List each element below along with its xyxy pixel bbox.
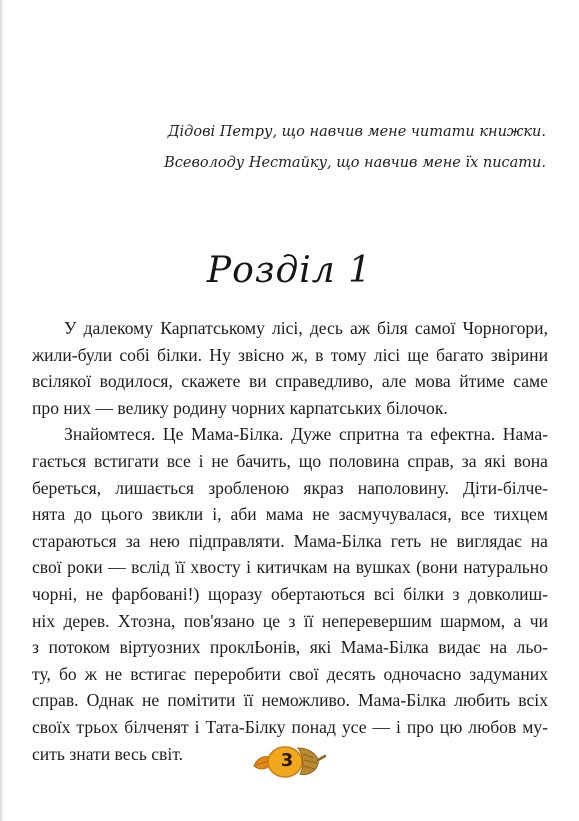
body-text	[32, 315, 548, 767]
text-line: ніх дерев. Хтозна, пов'язано це з її неперевершим шармом, а чи	[32, 610, 548, 631]
text-line: своїх трьох білченят і Тата-Білку понад усе — і про цю любов му-	[32, 716, 548, 737]
text-line: нята до цього звикли і, аби мама не засмучувалася, все тихцем	[32, 504, 548, 525]
text-line: стараються за нею підправляти. Мама-Білка геть не виглядає на	[32, 530, 548, 551]
page-edge-shadow	[0, 0, 4, 821]
text-line: береться, лишається зробленою якраз наполовину. Діти-білче-	[32, 477, 548, 498]
text-line: гається встигати все і не бачить, що половина справ, за які вона	[32, 450, 548, 471]
text-line: У далекому Карпатському лісі, десь аж біля самої Чорногори,	[64, 318, 548, 338]
text-line: Знайомтеся. Це Мама-Білка. Дуже спритна та ефектна. Нама-	[64, 424, 548, 445]
chapter-title: Розділ 1	[206, 250, 373, 291]
text-line: справ. Однак не помітити її неможливо. Мама-Білка любить всіх	[32, 690, 548, 711]
text-line: свої роки — вслід її хвосту і китичкам на вушках (вони натурально	[32, 557, 548, 578]
dedication-line: Всеволоду Нестайку, що навчив мене їх писати.	[164, 155, 546, 171]
text-line: про них — велику родину чорних карпатських білочок.	[32, 397, 448, 418]
page-number: 3	[280, 750, 294, 771]
text-line: жили-були собі білки. Ну звісно ж, в тому лісі ще багато звірини	[32, 344, 548, 365]
text-line: ту, бо ж не встигає переробити свої десять одночасно задуманих	[32, 663, 548, 684]
text-line: з потоком віртуозних проклЬонів, які Мама-Білка видає на льо-	[32, 637, 548, 658]
dedication	[126, 117, 546, 179]
text-line: чорні, не фарбовані!) щоразу обертаються всі білки з довколиш-	[32, 583, 548, 604]
dedication-line: Дідові Петру, що навчив мене читати книжки.	[167, 124, 546, 140]
text-line: всілякої водилося, скажете ви справедливо, але мова йтиме саме	[32, 371, 548, 392]
text-line: сить знати весь світ.	[32, 743, 184, 764]
